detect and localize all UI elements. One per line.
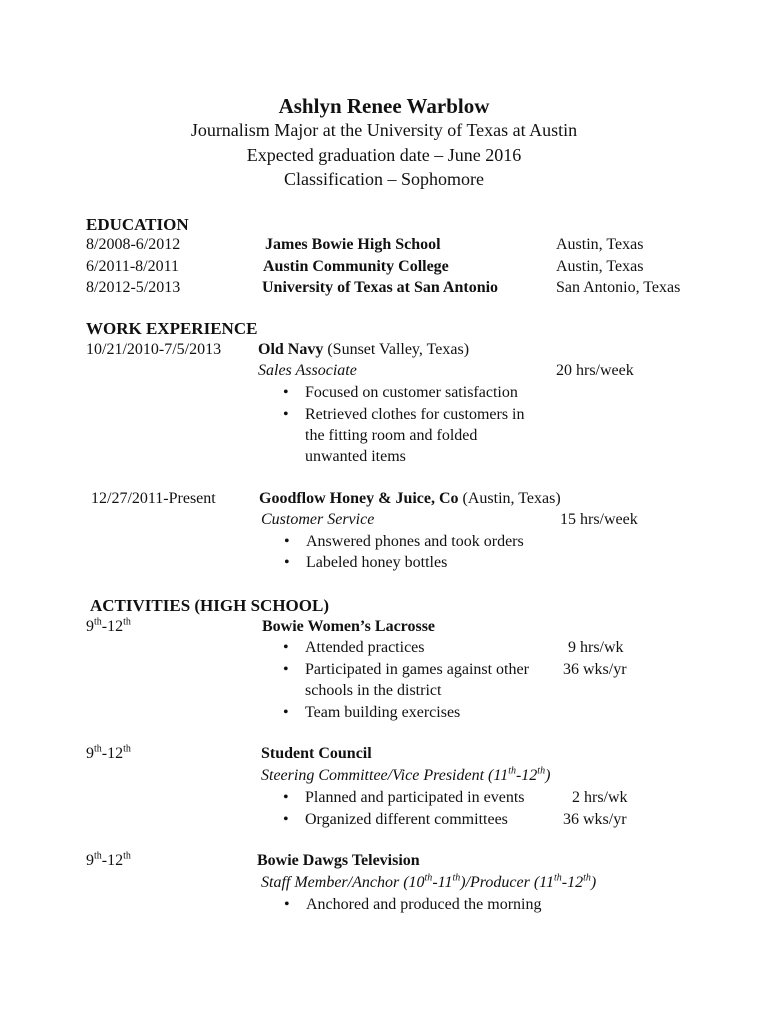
edu-dates-3: 8/2012-5/2013	[86, 279, 181, 296]
tv-bullet-1: • Anchored and produced the morning	[284, 896, 542, 913]
job2-hours: 15 hrs/week	[560, 511, 638, 528]
edu-school-1: James Bowie High School	[265, 236, 441, 253]
lacrosse-hours: 9 hrs/wk	[568, 639, 624, 656]
edu-location-2: Austin, Texas	[556, 258, 644, 275]
job1-bullet-2: • Retrieved clothes for customers in	[283, 406, 525, 423]
lacrosse-bullet-2: • Participated in games against other	[283, 661, 529, 678]
lacrosse-title: Bowie Women’s Lacrosse	[262, 618, 436, 635]
lacrosse-bullet-1: • Attended practices	[283, 639, 425, 656]
council-weeks: 36 wks/yr	[563, 811, 627, 828]
council-role: Steering Committee/Vice President (11th-12th)	[261, 765, 551, 784]
council-hours: 2 hrs/wk	[572, 789, 628, 806]
job2-role: Customer Service	[261, 511, 375, 528]
lacrosse-grades: 9th-12th	[86, 616, 131, 635]
job1-role: Sales Associate	[258, 362, 357, 379]
job1-hours: 20 hrs/week	[556, 362, 634, 379]
job2-bullet-2: • Labeled honey bottles	[284, 554, 448, 571]
edu-school-3: University of Texas at San Antonio	[262, 279, 499, 296]
job2-dates: 12/27/2011-Present	[91, 490, 216, 507]
lacrosse-bullet-2-cont: schools in the district	[305, 682, 442, 699]
applicant-name: Ashlyn Renee Warblow	[278, 94, 490, 118]
lacrosse-weeks: 36 wks/yr	[563, 661, 627, 678]
council-grades: 9th-12th	[86, 743, 131, 762]
header-classification: Classification – Sophomore	[284, 169, 484, 189]
edu-location-1: Austin, Texas	[556, 236, 644, 253]
council-title: Student Council	[261, 745, 372, 762]
work-heading: WORK EXPERIENCE	[86, 319, 258, 338]
job2-employer: Goodflow Honey & Juice, Co	[259, 490, 459, 507]
job1-employer: Old Navy	[258, 341, 324, 358]
activities-heading: ACTIVITIES (HIGH SCHOOL)	[90, 596, 329, 615]
job1-bullet-1: • Focused on customer satisfaction	[283, 384, 518, 401]
job1-dates: 10/21/2010-7/5/2013	[86, 341, 222, 358]
tv-role: Staff Member/Anchor (10th-11th)/Producer (11th-12th)	[261, 872, 597, 891]
edu-location-3: San Antonio, Texas	[556, 279, 681, 296]
lacrosse-bullet-3: • Team building exercises	[283, 704, 461, 721]
edu-school-2: Austin Community College	[263, 258, 449, 275]
header-graduation: Expected graduation date – June 2016	[246, 145, 522, 165]
tv-title: Bowie Dawgs Television	[257, 852, 420, 869]
council-bullet-1: • Planned and participated in events	[283, 789, 525, 806]
job2-title-line	[259, 490, 561, 508]
job1-place: (Sunset Valley, Texas)	[327, 341, 470, 358]
job1-bullet-2-cont: the fitting room and folded	[305, 427, 478, 444]
job2-place: (Austin, Texas)	[462, 490, 561, 507]
edu-dates-2: 6/2011-8/2011	[86, 258, 180, 275]
job1-bullet-2-cont2: unwanted items	[305, 448, 406, 465]
tv-grades: 9th-12th	[86, 850, 131, 869]
edu-dates-1: 8/2008-6/2012	[86, 236, 181, 253]
job2-bullet-1: • Answered phones and took orders	[284, 533, 524, 550]
education-heading: EDUCATION	[86, 215, 189, 234]
job1-title-line	[258, 341, 469, 359]
header-major: Journalism Major at the University of Texas at Austin	[190, 120, 578, 140]
council-bullet-2: • Organized different committees	[283, 811, 508, 828]
